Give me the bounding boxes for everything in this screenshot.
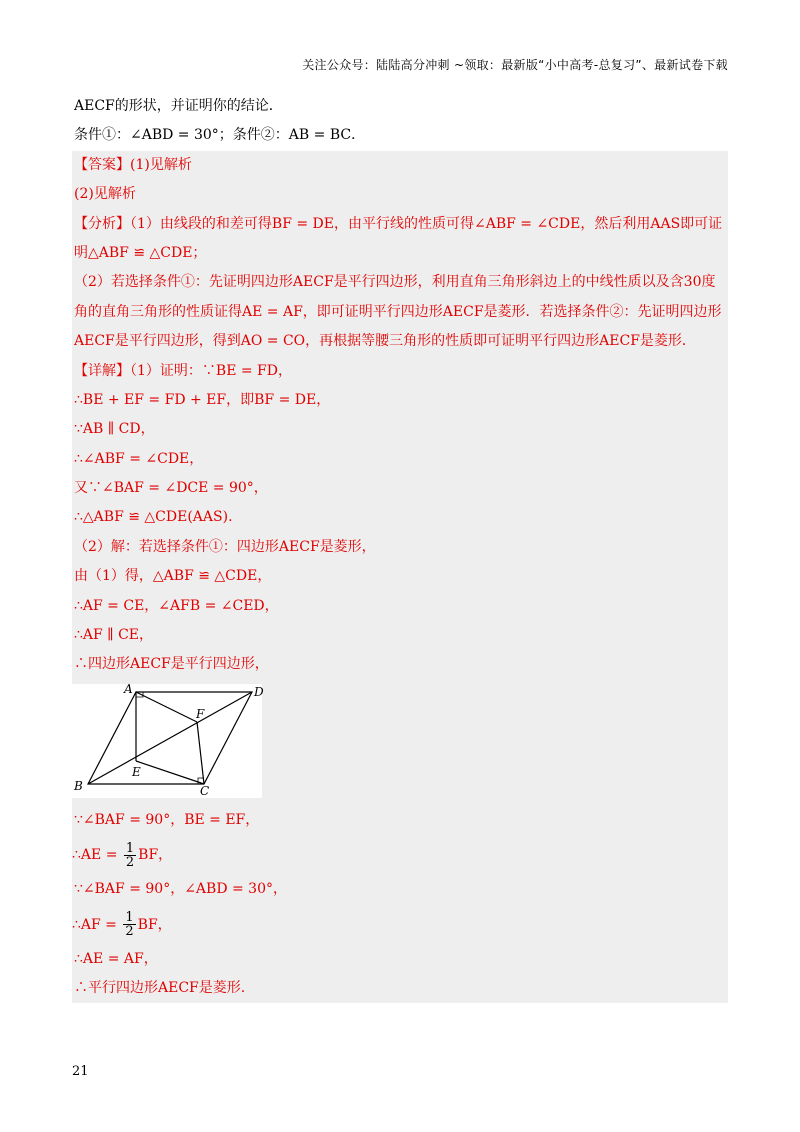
parallelogram-diagram <box>72 681 264 798</box>
detail-line: ∵AB ∥ CD， <box>72 415 728 444</box>
text-line: AECF的形状，并证明你的结论． <box>74 98 283 114</box>
detail-line: ∴四边形AECF是平行四边形， <box>72 650 728 679</box>
detail-line: （2）解：若选择条件①：四边形AECF是菱形， <box>72 533 728 562</box>
detail-line: ∴AF = CE，∠AFB = ∠CED， <box>72 592 728 621</box>
label-f: F <box>196 706 205 721</box>
segment-af <box>136 692 197 722</box>
fraction: $\frac{1}{2}$ <box>125 910 134 940</box>
label-e: E <box>132 764 141 779</box>
geometry-figure-row <box>72 680 728 806</box>
page-header: 关注公众号：陆陆高分冲刺 ~领取：最新版“小中高考-总复习”、最新试卷下载 <box>302 58 728 72</box>
solution-content <box>72 92 728 1003</box>
label-b: B <box>74 778 83 793</box>
detail-line: ∴AE = AF， <box>72 945 728 974</box>
fraction-line: ∴AE = $\frac{1}{2}$ BF， <box>72 835 728 875</box>
label-c: C <box>200 783 210 798</box>
analysis-line: 【分析】（1）由线段的和差可得BF = DE，由平行线的性质可得∠ABF = ∠CDE，然后利用AAS即可证 <box>72 210 728 239</box>
detail-line: ∴△ABF ≌ △CDE(AAS). <box>72 503 728 532</box>
detail-line: 又∵∠BAF = ∠DCE = 90°， <box>72 474 728 503</box>
analysis-line: 角的直角三角形的性质证得AE = AF，即可证明平行四边形AECF是菱形．若选择条件②：先证明四边形 <box>72 298 728 327</box>
fraction: $\frac{1}{2}$ <box>125 840 135 870</box>
detail-line: ∴平行四边形AECF是菱形. <box>72 974 728 1003</box>
analysis-line: AECF是平行四边形，得到AO = CO，再根据等腰三角形的性质即可证明平行四边形AECF是菱形． <box>72 327 728 356</box>
detail-line: 【详解】（1）证明：∵BE = FD， <box>72 357 728 386</box>
fraction-line: ∴AF = $\frac{1}{2}$ BF， <box>72 905 728 945</box>
detail-line: ∴∠ABF = ∠CDE， <box>72 445 728 474</box>
answer-line: 【答案】(1)见解析 <box>72 151 728 180</box>
detail-line: ∴BE + EF = FD + EF，即BF = DE， <box>72 386 728 415</box>
detail-line: ∵∠BAF = 90°，∠ABD = 30°， <box>72 875 728 904</box>
analysis-line: （2）若选择条件①：先证明四边形AECF是平行四边形，利用直角三角形斜边上的中线性质以及含30度 <box>72 268 728 297</box>
analysis-line: 明△ABF ≌ △CDE； <box>72 239 728 268</box>
detail-line: 由（1）得，△ABF ≌ △CDE， <box>72 562 728 591</box>
answer-line: (2)见解析 <box>72 180 728 209</box>
text-line: 条件①：∠ABD = 30°；条件②：AB = BC． <box>74 127 366 144</box>
segment-ec <box>136 761 204 784</box>
detail-line: ∵∠BAF = 90°，BE = EF， <box>72 806 728 835</box>
label-d: D <box>254 684 264 699</box>
page-number: 21 <box>72 1064 89 1079</box>
segment-fc <box>197 722 204 784</box>
detail-line: ∴AF ∥ CE， <box>72 621 728 650</box>
label-a: A <box>124 681 133 696</box>
